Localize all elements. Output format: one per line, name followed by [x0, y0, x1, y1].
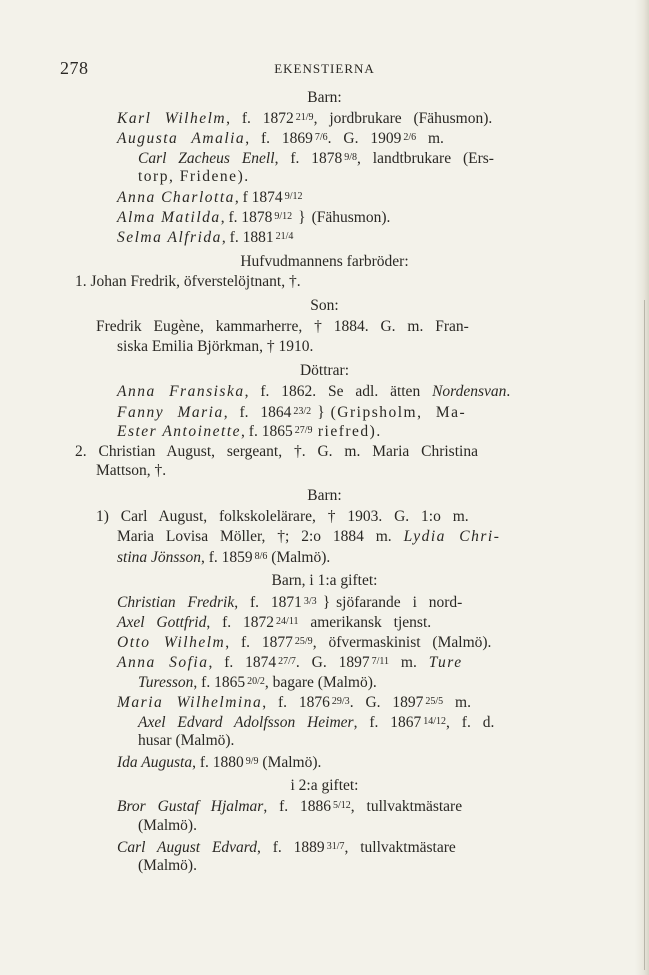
- person-name: Anna Fransiska: [117, 383, 245, 400]
- text-line: [117, 837, 456, 857]
- text-line: [138, 816, 197, 836]
- text-line: [138, 672, 377, 692]
- grouping-brace: }: [298, 209, 306, 226]
- date-fraction: 31/7: [326, 841, 345, 852]
- person-name: Carl August Edvard: [117, 839, 258, 856]
- text-segment: , f. 1889: [257, 839, 325, 856]
- text-segment: , f. 1878: [274, 150, 343, 167]
- text-segment: , f. 1872: [226, 110, 294, 127]
- text-segment: Barn:: [307, 487, 342, 504]
- text-segment: m.: [443, 694, 471, 711]
- text-line: [75, 272, 301, 292]
- text-segment: (Gripsholm, Ma-: [330, 404, 467, 421]
- date-fraction: 27/9: [294, 425, 313, 436]
- text-segment: , f. 1880: [192, 754, 244, 771]
- text-segment: , bagare (Malmö).: [264, 674, 377, 691]
- section-heading: [0, 571, 649, 591]
- text-segment: husar (Malmö).: [138, 732, 235, 749]
- date-fraction: 7/11: [371, 656, 390, 667]
- text-line: [138, 731, 234, 751]
- text-line: [117, 382, 510, 402]
- text-line: [117, 547, 330, 567]
- text-segment: , f 1874: [234, 189, 283, 206]
- date-fraction: 9/12: [284, 191, 303, 202]
- text-line: [117, 227, 293, 247]
- text-segment: (Malmö).: [138, 857, 197, 874]
- date-fraction: 2/6: [403, 132, 417, 143]
- person-name: Selma Alfrida: [117, 229, 222, 246]
- text-segment: Son:: [310, 297, 339, 314]
- date-fraction: 25/9: [294, 636, 313, 647]
- date-fraction: 9/8: [344, 152, 358, 163]
- text-segment: , tullvaktmästare: [344, 839, 456, 856]
- person-name: Augusta Amalia: [117, 130, 246, 147]
- section-heading: [0, 296, 649, 316]
- text-line: [117, 632, 491, 652]
- text-line: [117, 752, 321, 772]
- text-segment: . G. 1909: [327, 130, 402, 147]
- text-segment: , f. 1881: [221, 229, 274, 246]
- text-segment: Barn:: [307, 89, 342, 106]
- text-line: [117, 402, 466, 422]
- text-line: [138, 167, 250, 187]
- date-fraction: 20/2: [247, 676, 265, 687]
- running-head: EKENSTIERNA: [274, 61, 375, 76]
- text-segment: Fredrik Eugène, kammarherre, † 1884. G. m. Fran-: [96, 318, 469, 335]
- text-segment: 2. Christian August, sergeant, †. G. m. Maria Christina: [75, 443, 478, 460]
- text-segment: m.: [416, 130, 444, 147]
- person-name: stina Jönsson: [117, 549, 201, 566]
- text-segment: , tullvaktmästare: [350, 798, 463, 815]
- date-fraction: 25/5: [425, 696, 444, 707]
- text-segment: , öfvermaskinist (Malmö).: [312, 634, 492, 651]
- text-segment: , landtbrukare (Ers-: [357, 150, 494, 167]
- text-segment: sjöfarande i nord-: [336, 594, 463, 611]
- person-name: Maria Wilhelmina: [117, 694, 263, 711]
- date-fraction: 21/4: [275, 231, 294, 242]
- text-segment: , f. 1886: [263, 798, 331, 815]
- text-line: [117, 612, 431, 632]
- text-segment: torp, Fridene).: [138, 168, 250, 185]
- date-fraction: 21/9: [295, 112, 314, 123]
- text-line: [96, 317, 469, 337]
- text-segment: (Fähusmon).: [311, 209, 391, 226]
- text-segment: , f. 1877: [225, 634, 293, 651]
- text-line: [117, 108, 492, 128]
- text-segment: (Malmö).: [138, 817, 197, 834]
- text-segment: , f. d.: [446, 714, 495, 731]
- text-segment: , f. 1867: [353, 714, 422, 731]
- date-fraction: 14/12: [423, 716, 447, 727]
- text-line: [117, 592, 462, 612]
- person-name: Ester Antoinette: [117, 423, 242, 440]
- text-line: [117, 796, 462, 816]
- date-fraction: 5/12: [333, 800, 351, 811]
- text-segment: amerikansk tjenst.: [298, 614, 432, 631]
- text-segment: , f. 1876: [262, 694, 330, 711]
- text-segment: Mattson, †.: [96, 462, 167, 479]
- date-fraction: 27/7: [278, 656, 296, 667]
- text-segment: riefred).: [312, 423, 382, 440]
- grouping-brace: }: [322, 594, 331, 611]
- text-segment: , f. 1872: [206, 614, 275, 631]
- date-fraction: 23/2: [293, 406, 312, 417]
- text-line: [117, 128, 444, 148]
- person-name: Otto Wilhelm: [117, 634, 226, 651]
- text-segment: Döttrar:: [299, 362, 350, 379]
- text-segment: 1) Carl August, folkskolelärare, † 1903. G. 1:o m.: [96, 508, 469, 525]
- person-name: Ida Augusta: [117, 754, 193, 771]
- person-name: Fanny Maria: [117, 404, 224, 421]
- text-segment: , f. 1871: [234, 594, 302, 611]
- date-fraction: 9/9: [245, 756, 259, 767]
- section-heading: [0, 252, 649, 272]
- page-number: 278: [60, 58, 89, 78]
- text-line: [117, 207, 390, 227]
- grouping-brace: }: [317, 404, 325, 421]
- text-line: [96, 461, 166, 481]
- text-line: [138, 148, 494, 168]
- text-segment: (Malmö).: [267, 549, 331, 566]
- date-fraction: 3/3: [303, 596, 317, 607]
- text-segment: , f. 1864: [223, 404, 292, 421]
- text-line: [117, 187, 302, 207]
- text-segment: m.: [389, 654, 429, 671]
- text-segment: 1. Johan Fredrik, öfverstelöjtnant, †.: [75, 273, 301, 290]
- text-segment: , jordbrukare (Fähusmon).: [313, 110, 493, 127]
- section-heading: [0, 486, 649, 506]
- text-segment: , f. 1865: [241, 423, 293, 440]
- person-name: Turesson: [138, 674, 194, 691]
- person-name: Axel Edvard Adolfsson Heimer: [138, 714, 354, 731]
- person-name: Anna Sofia: [117, 654, 209, 671]
- text-line: [117, 652, 463, 672]
- date-fraction: 8/6: [254, 551, 268, 562]
- date-fraction: 7/6: [314, 132, 328, 143]
- section-heading: [0, 776, 649, 796]
- date-fraction: 29/3: [331, 696, 350, 707]
- text-line: [117, 421, 382, 441]
- text-segment: (Malmö).: [258, 754, 322, 771]
- section-heading: [0, 361, 649, 381]
- person-name: Carl Zacheus Enell: [138, 150, 275, 167]
- person-name: Nordensvan: [432, 383, 507, 400]
- date-fraction: 24/11: [276, 616, 299, 627]
- text-segment: Maria Lovisa Möller, †; 2:o 1884 m.: [117, 528, 404, 545]
- text-segment: . G. 1897: [295, 654, 370, 671]
- text-segment: .: [506, 383, 511, 400]
- text-segment: , f. 1869: [245, 130, 313, 147]
- person-name: Axel Gottfrid: [117, 614, 207, 631]
- person-name: Christian Fredrik: [117, 594, 235, 611]
- person-name: Alma Matilda: [117, 209, 221, 226]
- person-name: Anna Charlotta: [117, 189, 235, 206]
- text-segment: Hufvudmannens farbröder:: [240, 253, 409, 270]
- person-name: Lydia Chri-: [403, 528, 501, 545]
- text-segment: , f. 1874: [208, 654, 277, 671]
- text-segment: , f. 1859: [200, 549, 253, 566]
- text-segment: , f. 1878: [220, 209, 273, 226]
- text-line: [75, 442, 478, 462]
- text-line: [117, 692, 471, 712]
- text-segment: i 2:a giftet:: [290, 777, 359, 794]
- text-segment: . G. 1897: [349, 694, 424, 711]
- text-line: [117, 337, 313, 357]
- text-line: [96, 507, 469, 527]
- page-edge-line: [644, 300, 645, 970]
- text-segment: , f. 1862. Se adl. ätten: [244, 383, 433, 400]
- text-segment: siska Emilia Björkman, † 1910.: [117, 338, 314, 355]
- section-heading: [0, 88, 649, 108]
- text-line: [117, 527, 500, 547]
- person-name: Ture: [428, 654, 463, 671]
- text-line: [138, 856, 197, 876]
- date-fraction: 9/12: [274, 211, 293, 222]
- text-segment: , f. 1865: [193, 674, 246, 691]
- text-line: [138, 712, 494, 732]
- text-segment: Barn, i 1:a giftet:: [271, 572, 378, 589]
- person-name: Bror Gustaf Hjalmar: [117, 798, 264, 815]
- person-name: Karl Wilhelm: [117, 110, 227, 127]
